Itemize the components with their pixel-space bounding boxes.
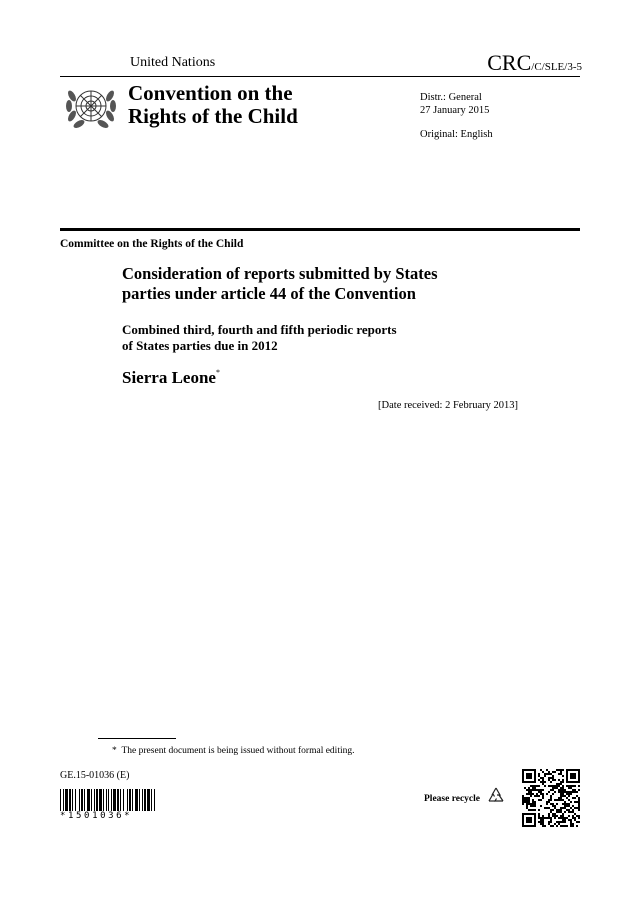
barcode-number: *1501036* [60, 811, 133, 821]
footnote-rule [98, 738, 176, 739]
main-heading-line1: Consideration of reports submitted by States [122, 264, 438, 283]
date-received: [Date received: 2 February 2013] [378, 400, 518, 411]
convention-title [128, 82, 298, 128]
recycle-icon [486, 786, 506, 806]
sub-heading [122, 322, 397, 354]
footnote-marker[interactable]: * [215, 368, 220, 377]
distribution-block [420, 91, 489, 117]
recycle-text: Please recycle [424, 794, 480, 804]
convention-title-line1: Convention on the [128, 81, 293, 105]
convention-title-line2: Rights of the Child [128, 104, 298, 128]
footnote-marker-text: * [112, 746, 117, 756]
main-heading-line2: parties under article 44 of the Convention [122, 284, 416, 303]
main-heading [122, 264, 438, 304]
header-rule [60, 76, 580, 77]
organization-name: United Nations [130, 55, 216, 70]
committee-name: Committee on the Rights of the Child [60, 238, 244, 250]
qr-code-icon[interactable] [522, 769, 580, 827]
country-name: Sierra Leone [122, 368, 216, 387]
symbol-suffix: /C/SLE/3-5 [531, 61, 582, 73]
title-rule [60, 228, 580, 231]
barcode-icon [60, 789, 156, 811]
document-symbol [487, 50, 582, 76]
sub-heading-line2: of States parties due in 2012 [122, 338, 278, 353]
distribution-status: Distr.: General [420, 92, 482, 103]
job-number: GE.15-01036 (E) [60, 770, 130, 781]
footnote-text: The present document is being issued without formal editing. [121, 746, 355, 756]
document-date: 27 January 2015 [420, 105, 490, 116]
symbol-prefix: CRC [487, 50, 532, 75]
original-language: Original: English [420, 129, 493, 140]
un-emblem-icon [63, 82, 119, 132]
country-heading [122, 368, 220, 388]
footnote [112, 746, 354, 756]
sub-heading-line1: Combined third, fourth and fifth periodic reports [122, 322, 397, 337]
